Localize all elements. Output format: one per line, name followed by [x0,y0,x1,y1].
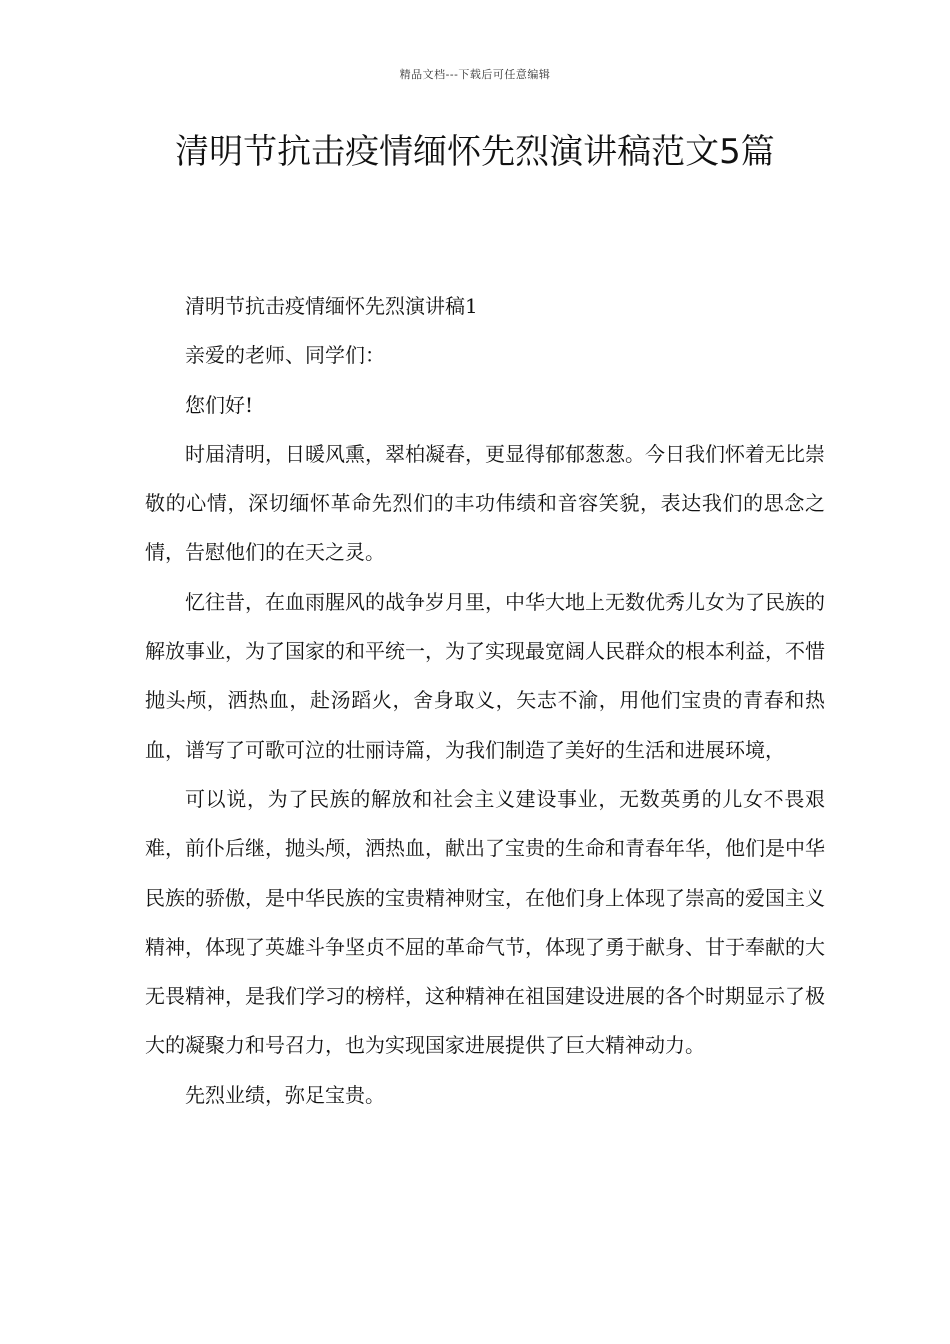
document-title: 清明节抗击疫情缅怀先烈演讲稿范文5篇 [175,132,775,172]
greeting: 您们好! [185,392,254,417]
document-body [145,282,825,1120]
speech-heading: 清明节抗击疫情缅怀先烈演讲稿1 [185,294,478,318]
paragraph: 忆往昔，在血雨腥风的战争岁月里，中华大地上无数优秀儿女为了民族的解放事业，为了国家的和平统一，为了实现最宽阔人民群众的根本利益，不惜抛头颅，洒热血，赴汤蹈火，舍身取义，矢志不渝，用他们宝贵的青春和热血，谱写了可歌可泣的壮丽诗篇，为我们制造了美好的生活和进展环境， [145,589,825,762]
paragraph: 时届清明，日暖风熏，翠柏凝春，更显得郁郁葱葱。今日我们怀着无比崇敬的心情，深切缅怀革命先烈们的丰功伟绩和音容笑貌，表达我们的思念之情，告慰他们的在天之灵。 [145,441,825,565]
paragraph: 先烈业绩，弥足宝贵。 [185,1082,385,1107]
header-note: 精品文档---下载后可任意编辑 [399,68,551,81]
paragraph: 可以说，为了民族的解放和社会主义建设事业，无数英勇的儿女不畏艰难，前仆后继，抛头颅，洒热血，献出了宝贵的生命和青春年华，他们是中华民族的骄傲，是中华民族的宝贵精神财宝，在他们身上体现了崇高的爱国主义精神，体现了英雄斗争坚贞不屈的革命气节，体现了勇于献身、甘于奉献的大无畏精神，是我们学习的榜样，这种精神在祖国建设进展的各个时期显示了极大的凝聚力和号召力，也为实现国家进展提供了巨大精神动力。 [145,786,825,1058]
salutation: 亲爱的老师、同学们： [185,343,385,368]
